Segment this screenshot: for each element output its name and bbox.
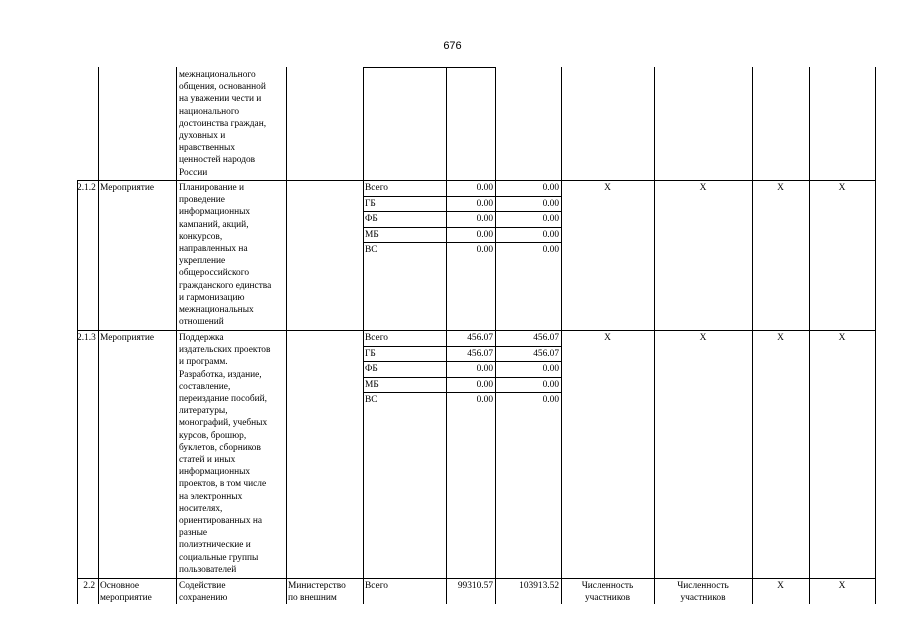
finance-value-1: 0.00 — [476, 379, 493, 390]
column-line — [176, 67, 177, 604]
indicator-cell: Численность участников — [677, 581, 729, 604]
indicator-cell: X — [777, 581, 784, 591]
finance-value-1: 0.00 — [476, 245, 493, 255]
finance-value-2: 0.00 — [542, 245, 559, 255]
finance-value-2: 0.00 — [542, 183, 559, 193]
finance-value-2: 0.00 — [542, 379, 559, 390]
row-description: Содействие сохранению — [179, 581, 228, 604]
indicator-cell: X — [838, 333, 846, 343]
indicator-cell: X — [699, 333, 707, 343]
finance-separator — [363, 377, 561, 378]
finance-value-2: 456.07 — [533, 348, 559, 359]
row-number: 2.2 — [83, 581, 95, 591]
row-type: Мероприятие — [100, 183, 155, 193]
row-executor: Министерство по внешним — [288, 581, 346, 604]
column-line — [363, 67, 364, 604]
finance-source: МБ — [365, 379, 379, 390]
indicator-cell: X — [604, 333, 611, 343]
indicator-cell: Численность участников — [581, 581, 634, 604]
row-description: Поддержка издательских проектов и программ. Разработка, издание, составление, переиздание пособий, литературы, монографий, учебных курсов, брошюр, буклетов, сборников статей и иных информационных проектов, в том числе на электронных носителях, ориентированных на разные полиэтнические и социальные группы пользователей — [179, 333, 271, 575]
finance-value-2: 103913.52 — [519, 581, 559, 591]
column-line — [98, 67, 99, 604]
row-number: 2.1.2 — [77, 183, 96, 193]
finance-separator — [363, 392, 561, 393]
finance-value-1: 99310.57 — [457, 581, 493, 591]
finance-source: ГБ — [365, 198, 376, 209]
finance-value-2: 0.00 — [542, 198, 559, 209]
continued-description: межнационального общения, основанной на уважении чести и национального достоинства граждан, духовных и нравственных ценностей народов России — [179, 70, 267, 178]
finance-value-1: 456.07 — [467, 333, 493, 343]
finance-source: ФБ — [365, 364, 378, 374]
finance-top-line — [363, 67, 495, 68]
row-type: Мероприятие — [100, 333, 155, 343]
finance-value-2: 0.00 — [542, 229, 559, 240]
finance-value-1: 0.00 — [476, 183, 493, 193]
row-separator — [77, 330, 875, 331]
column-line — [286, 67, 287, 604]
finance-source: ГБ — [365, 348, 376, 359]
indicator-cell: X — [777, 333, 784, 343]
row-description: Планирование и проведение информационных кампаний, акций, конкурсов, направленных на укрепление общероссийского гражданского единства и гармонизацию межнациональных отношений — [179, 183, 272, 328]
finance-source: ФБ — [365, 214, 378, 224]
finance-separator — [363, 196, 561, 197]
finance-value-2: 456.07 — [533, 333, 559, 343]
indicator-cell: X — [604, 183, 611, 193]
indicator-cell: X — [777, 183, 784, 193]
row-separator — [77, 578, 875, 579]
finance-value-2: 0.00 — [542, 214, 559, 224]
finance-value-2: 0.00 — [542, 395, 559, 405]
finance-value-1: 0.00 — [476, 364, 493, 374]
finance-source: ВС — [365, 395, 378, 405]
finance-value-1: 0.00 — [476, 395, 493, 405]
finance-separator — [363, 346, 561, 347]
finance-separator — [363, 361, 561, 362]
indicator-cell: X — [838, 581, 846, 591]
finance-value-2: 0.00 — [542, 364, 559, 374]
finance-source: МБ — [365, 229, 379, 240]
finance-value-1: 0.00 — [476, 229, 493, 240]
finance-separator — [363, 211, 561, 212]
finance-source: Всего — [365, 183, 388, 193]
page-number: 676 — [443, 40, 462, 52]
indicator-cell: X — [699, 183, 707, 193]
finance-source: ВС — [365, 245, 378, 255]
row-type: Основное мероприятие — [100, 581, 152, 604]
finance-value-1: 0.00 — [476, 198, 493, 209]
finance-separator — [363, 227, 561, 228]
row-number: 2.1.3 — [77, 333, 96, 343]
finance-value-1: 0.00 — [476, 214, 493, 224]
finance-value-1: 456.07 — [467, 348, 493, 359]
column-line — [875, 67, 876, 604]
indicator-cell: X — [838, 183, 846, 193]
column-line — [77, 180, 78, 604]
finance-source: Всего — [365, 333, 388, 343]
finance-source: Всего — [365, 581, 388, 591]
finance-separator — [363, 242, 561, 243]
row-separator — [77, 180, 875, 181]
